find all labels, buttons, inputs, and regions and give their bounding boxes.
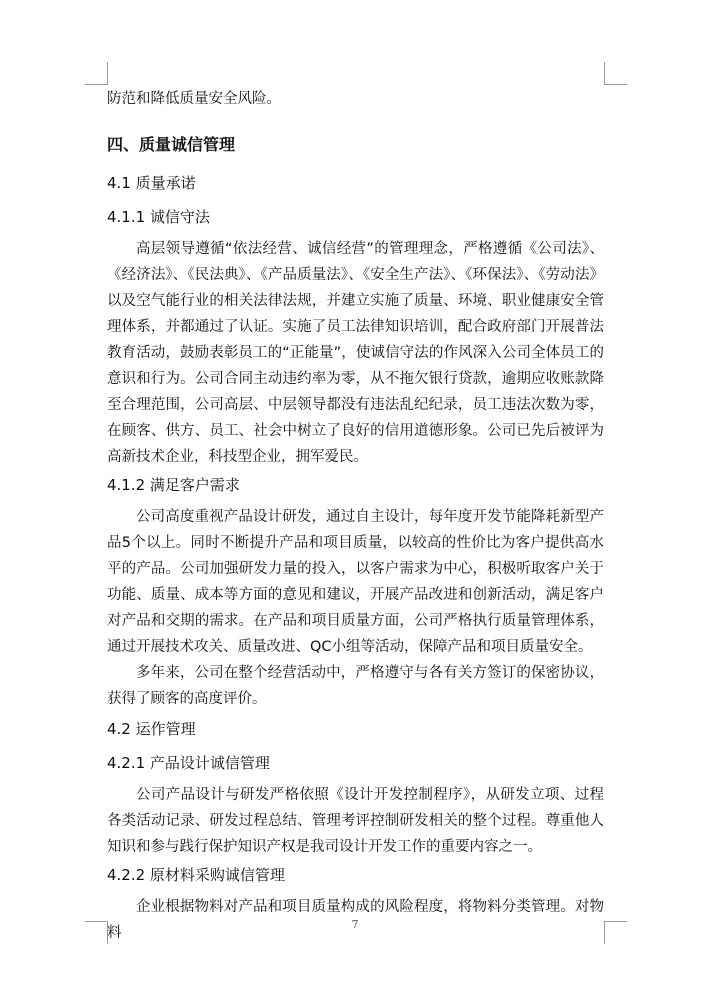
- heading-4-1: 4.1 质量承诺: [107, 174, 196, 192]
- heading-4-2-1: 4.2.1 产品设计诚信管理: [107, 754, 270, 772]
- paragraph-4-1-2-b: 多年来，公司在整个经营活动中，严格遵守与各有关方签订的保密协议，获得了顾客的高度评价。: [107, 665, 604, 707]
- paragraph-4-1-1: 高层领导遵循“依法经营、诚信经营”的管理理念，严格遵循《公司法》、《经济法》、《民法典》、《产品质量法》、《安全生产法》、《环保法》、《劳动法》以及空气能行业的相关法律法规，并建立实施了质量、环境、职业健康安全管理体系，并都通过了认证。实施了员工法律知识培训，配合政府部门开展普法教育活动，鼓励表彰员工的“正能量”，使诚信守法的作风深入公司全体员工的意识和行为。公司合同主动违约率为零，从不拖欠银行贷款，逾期应收账款降至合理范围，公司高层、中层领导都没有违法乱纪纪录，员工违法次数为零，在顾客、供方、员工、社会中树立了良好的信用道德形象。公司已先后被评为高新技术企业，科技型企业，拥军爱民。: [107, 241, 604, 465]
- crop-mark-top-right: [604, 62, 627, 85]
- heading-4-2-2: 4.2.2 原材料采购诚信管理: [107, 866, 285, 884]
- paragraph-4-1-2-a: 公司高度重视产品设计研发，通过自主设计，每年度开发节能降耗新型产品5个以上。同时不断提升产品和项目质量，以较高的性价比为客户提供高水平的产品。公司加强研发力量的投入，以客户需求为中心，积极听取客户关于功能、质量、成本等方面的意见和建议，开展产品改进和创新活动，满足客户对产品和交期的需求。在产品和项目质量方面，公司严格执行质量管理体系，通过开展技术攻关、质量改进、QC小组等活动，保障产品和项目质量安全。: [107, 509, 604, 655]
- lead-paragraph: 防范和降低质量安全风险。: [107, 91, 281, 107]
- paragraph-4-2-1: 公司产品设计与研发严格依照《设计开发控制程序》，从研发立项、过程各类活动记录、研发过程总结、管理考评控制研发相关的整个过程。尊重他人知识和参与践行保护知识产权是我司设计开发工作的重要内容之一。: [107, 787, 604, 855]
- page-number: 7: [351, 918, 359, 931]
- heading-4-2: 4.2 运作管理: [107, 720, 196, 738]
- document-body: [107, 86, 604, 946]
- paragraph-4-2-2: 企业根据物料对产品和项目质量构成的风险程度，将物料分类管理。对物料: [107, 899, 604, 941]
- heading-4-1-2: 4.1.2 满足客户需求: [107, 476, 240, 494]
- section-title: 四、质量诚信管理: [107, 135, 236, 154]
- heading-4-1-1: 4.1.1 诚信守法: [107, 208, 210, 226]
- crop-mark-top-left: [85, 62, 108, 85]
